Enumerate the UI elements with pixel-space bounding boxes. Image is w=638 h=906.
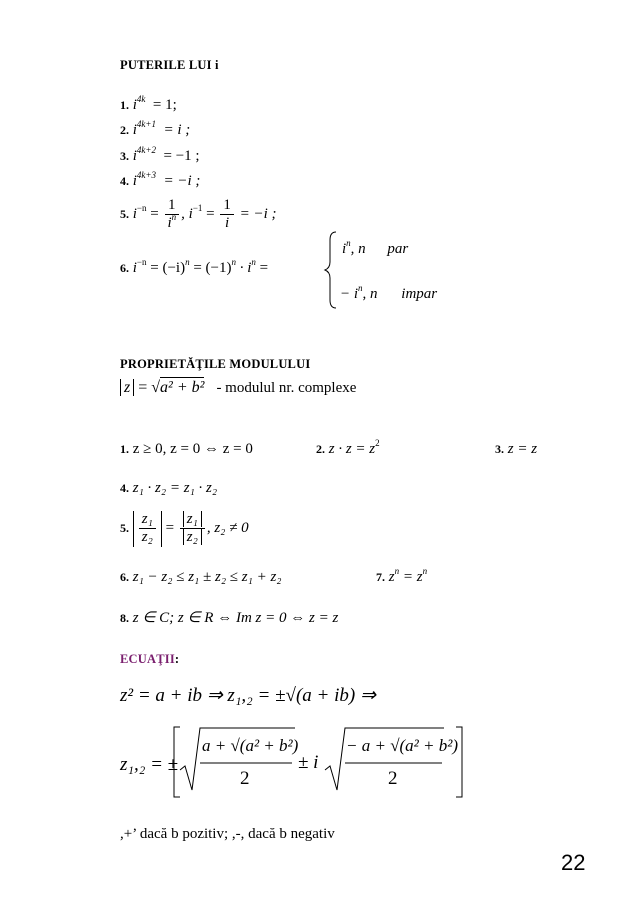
power-item-6: 6. $i^{-n} = (-i)^n = (-1)^n \cdot i^n$ = [120,257,269,276]
definition-note: - modulul nr. complexe [216,380,357,396]
property-formula: z ≥ 0, z = 0 ⇔ z = 0 [132,441,253,457]
power-result: = −1 ; [163,148,200,164]
modulus-property-8: 8. z ∈ C; z ∈ R ⇔ Im z = 0 ⇔ z = z [120,610,339,626]
power-base: i [132,260,137,276]
equals-sign: = [259,260,269,276]
power-base: i [132,122,137,138]
power-exponent: 4k+2 [136,145,156,155]
item-number: 2. [120,123,129,137]
item-number: 1. [120,98,129,112]
expr-minus-one: = (−1) [193,260,232,276]
power-result: = 1; [152,97,177,113]
case-odd: − $i^n$, n impar [340,283,438,302]
modulus-property-1: 1. z ≥ 0, z = 0 ⇔ z = 0 [120,441,253,457]
root-fraction-a-denominator: 2 [240,768,250,789]
fraction-one-over-i-n: $\frac{1}{i^n}$ [164,197,179,233]
item-number: 3. [120,149,129,163]
power-base: i [132,206,137,223]
expr-minus-i: = (−i) [150,260,186,276]
sign-note: ,+’ dacă b pozitiv; ,-, dacă b negativ [120,826,335,842]
power-result: = −i ; [163,173,201,189]
item-number: 4. [120,174,129,188]
property-formula: z₁ · z₂ = z₁ · z₂ [132,480,218,496]
power-exponent: −n [136,203,147,214]
square-root-formula: z² = a + ib ⇒ z₁,₂ = ±√(a + ib) ⇒ [120,685,376,706]
modulus-property-7: 7. $z^n = z^n$ [376,566,428,585]
root-fraction-b-denominator: 2 [388,768,398,789]
modulus-z: z [120,379,134,396]
sqrt-radicand: a² + b² [160,379,205,396]
page-number: 22 [561,850,586,875]
power-exponent: 4k [136,94,146,104]
item-number: 6. [120,261,129,275]
equations-title: ECUAŢII: [120,652,180,666]
equals-sign: = [150,206,159,223]
property-formula: z ∈ C; z ∈ R ⇔ Im z = 0 ⇔ z = z [132,610,339,626]
equation-line-2-lhs: z₁,₂ = ± [120,754,179,775]
expr-i-n: · i [239,260,252,276]
property-formula: z₁ − z₂ ≤ z₁ ± z₂ ≤ z₁ + z₂ [132,569,282,585]
power-base: i [132,173,137,189]
root-fraction-b-numerator: − a + √(a² + b²) [346,736,459,755]
item-number: 5. [120,207,129,222]
modulus-definition: z = √a² + b² - modulul nr. complexe [120,379,356,397]
power-result: = −i ; [239,206,277,223]
power-base: i [132,148,137,164]
fraction-one-over-i: $\frac{1}{i}$ [220,197,234,233]
plus-minus-i: ± i [298,752,319,773]
modulus-property-6: 6. z₁ − z₂ ≤ z₁ ± z₂ ≤ z₁ + z₂ [120,569,282,585]
power-exponent: 4k+3 [136,170,156,180]
equals-sign: = [206,206,215,223]
power-exponent: −1 [192,203,203,214]
powers-title: PUTERILE LUI i [120,58,219,72]
modulus-property-4: 4. z₁ · z₂ = z₁ · z₂ [120,480,218,496]
modulus-property-5: 5. $\frac{\text{z₁}}{\text{z₂}}$ = $\frac{\text{z₁}}{\text{z₂}}$ , z₂ ≠ 0 [120,511,249,546]
power-exponent: 4k+1 [136,119,156,129]
modulus-property-3: 3. z = z [495,441,538,457]
power-result: = i ; [163,122,191,138]
property-formula: z · z = z [328,441,376,457]
property-formula: z = z [507,441,538,457]
inverse-i: , i [181,206,193,223]
case-even: $i^n$, n par [342,238,409,257]
modulus-property-2: 2. $z \cdot z = z^2$ [316,438,380,457]
modulus-title: PROPRIETĂŢILE MODULULUI [120,357,311,371]
root-fraction-a-numerator: a + √(a² + b²) [202,736,299,755]
power-base: i [132,97,137,113]
